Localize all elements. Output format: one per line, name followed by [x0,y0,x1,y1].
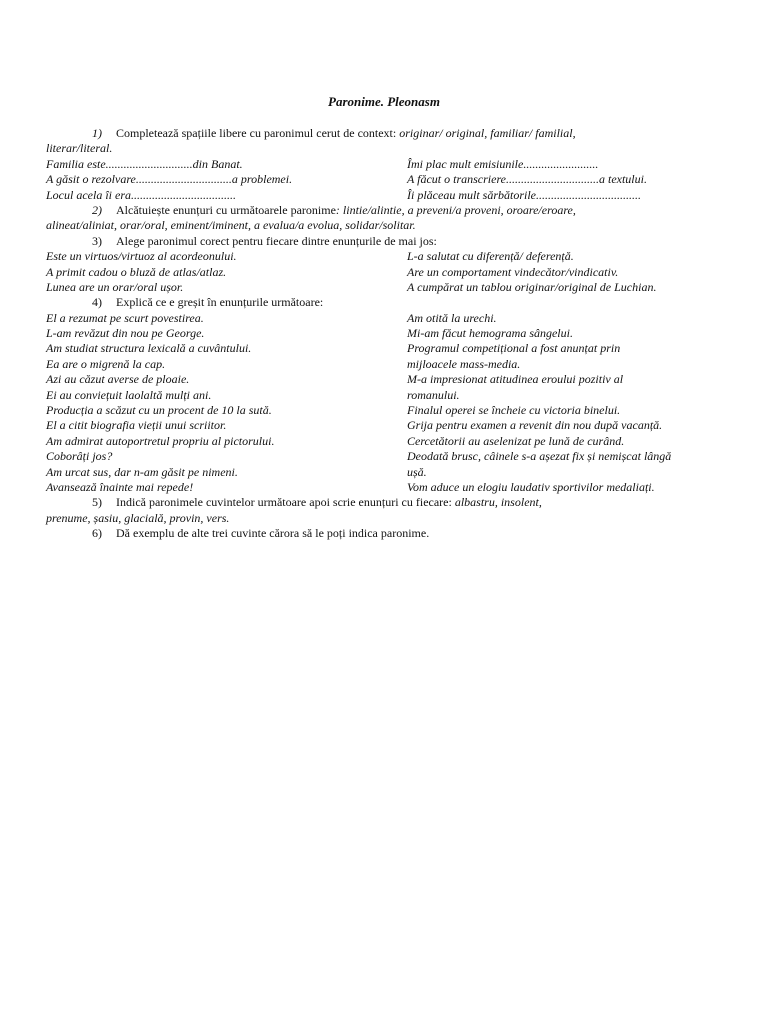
exercise-number: 4) [92,295,102,310]
exercise-number: 2) [92,202,102,217]
choice-sentence: Este un virtuos/virtuoz al acordeonului. [46,249,237,264]
exercise-4-columns [46,311,726,496]
right-column [407,311,726,496]
pleonasm-sentence: El a citit biografia vieții unui scriitor. [46,418,227,433]
choice-sentence: A primit cadou o bluză de atlas/atlaz. [46,264,227,279]
exercise-instruction: Explică ce e greșit în enunțurile următoare: [116,295,324,310]
pleonasm-sentence: Am admirat autoportretul propriu al pictorului. [46,433,275,448]
fill-in-sentence: A făcut o transcriere...............................a textului. [407,172,647,187]
exercise-instruction: Completează spațiile libere cu paronimul cerut de context: [116,126,400,140]
pleonasm-sentence: Mi-am făcut hemograma sângelui. [407,326,573,341]
exercise-5-heading [46,495,726,510]
exercise-1-row [46,172,726,187]
pleonasm-sentence: Am studiat structura lexicală a cuvântului. [46,341,252,356]
document-body [46,126,726,542]
exercise-4-heading [46,295,726,310]
exercise-3-heading [46,234,726,249]
pleonasm-sentence: Am otită la urechi. [407,310,497,325]
fill-in-sentence: Familia este.............................din Banat. [46,156,243,171]
exercise-instruction: Indică paronimele cuvintelor următoare apoi scrie enunțuri cu fiecare: [116,495,455,510]
pleonasm-sentence: mijloacele mass-media. [407,356,521,371]
exercise-3-row [46,265,726,280]
choice-sentence: A cumpărat un tablou originar/original de Luchian. [407,279,657,294]
pleonasm-sentence: Azi au căzut averse de ploaie. [46,372,190,387]
pleonasm-sentence: Grija pentru examen a revenit din nou după vacanță. [407,418,663,433]
exercise-1-heading [46,126,726,141]
pleonasm-sentence: Am urcat sus, dar n-am găsit pe nimeni. [46,464,238,479]
pleonasm-sentence: Finalul operei se încheie cu victoria binelui. [407,403,621,418]
pleonasm-sentence: Producția a scăzut cu un procent de 10 la sută. [46,403,272,418]
pleonasm-sentence: Cercetătorii au aselenizat pe lună de curând. [407,433,625,448]
choice-sentence: Lunea are un orar/oral ușor. [46,279,184,294]
exercise-words: originar/ original, familiar/ familial, [399,126,576,140]
pleonasm-sentence: L-am revăzut din nou pe George. [46,326,205,341]
choice-sentence: Are un comportament vindecător/vindicativ. [407,264,619,279]
pleonasm-sentence: Programul competițional a fost anunțat prin [407,341,621,356]
pleonasm-sentence: ușă. [407,464,427,479]
pleonasm-sentence: M-a impresionat atitudinea eroului pozitiv al [407,372,624,387]
left-column [46,311,407,496]
pleonasm-sentence: Avansează înainte mai repede! [46,479,194,494]
exercise-words-continued: prenume, șasiu, glacială, provin, vers. [46,510,230,525]
exercise-instruction: Alege paronimul corect pentru fiecare dintre enunțurile de mai jos: [116,233,437,248]
fill-in-sentence: A găsit o rezolvare................................a problemei. [46,172,293,187]
fill-in-sentence: Îi plăceau mult sărbătorile................................... [407,187,641,202]
pleonasm-sentence: Coborâți jos? [46,449,113,464]
fill-in-sentence: Îmi plac mult emisiunile......................... [407,156,599,171]
exercise-1-row [46,188,726,203]
exercise-words: albastru, insolent, [454,495,542,510]
pleonasm-sentence: Deodată brusc, câinele s-a așezat fix și nemișcat lângă [407,449,672,464]
exercise-words-continued: alineat/aliniat, orar/oral, eminent/iminent, a evalua/a evolua, solidar/solitar. [46,218,416,233]
exercise-6-heading [46,526,726,541]
exercise-instruction: Alcătuiește enunțuri cu următoarele paronime [116,202,336,217]
exercise-number: 1) [92,126,102,140]
exercise-1-row [46,157,726,172]
choice-sentence: L-a salutat cu diferență/ deferență. [407,249,574,264]
pleonasm-sentence: Ea are o migrenă la cap. [46,356,166,371]
exercise-words-continued: literar/literal. [46,141,113,156]
pleonasm-sentence: Ei au conviețuit laolaltă mulți ani. [46,387,212,402]
pleonasm-sentence: romanului. [407,387,460,402]
fill-in-sentence: Locul acela îi era................................... [46,187,236,202]
exercise-instruction: Dă exemplu de alte trei cuvinte cărora să le poți indica paronime. [116,526,430,541]
exercise-words: : lintie/alintie, a preveni/a proveni, oroare/eroare, [335,202,576,217]
exercise-3-row [46,249,726,264]
exercise-3-row [46,280,726,295]
pleonasm-sentence: El a rezumat pe scurt povestirea. [46,310,204,325]
document-title: Paronime. Pleonasm [328,94,440,109]
exercise-number: 5) [92,495,102,510]
exercise-number: 3) [92,233,102,248]
exercise-2-heading [46,203,726,218]
exercise-number: 6) [92,526,102,541]
pleonasm-sentence: Vom aduce un elogiu laudativ sportivilor medaliați. [407,479,655,494]
